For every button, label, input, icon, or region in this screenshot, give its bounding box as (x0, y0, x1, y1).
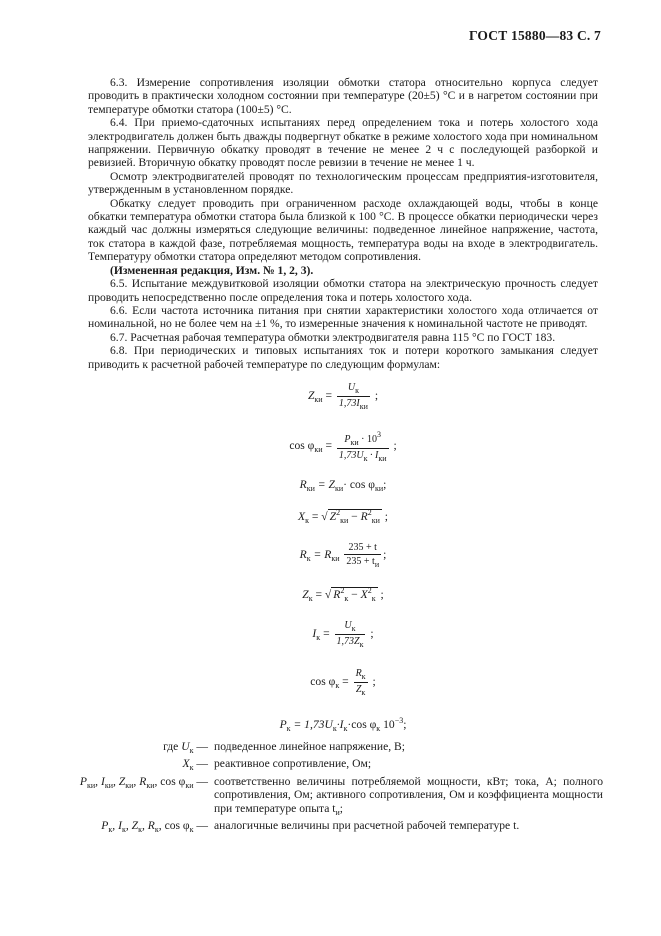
fraction: $\frac{U_к}{1,73Z_к}$ (336, 620, 364, 649)
formula-z-ki: $Z_{ки}$ = $\frac{U_к}{1,73I_{ки}}$ ; (307, 382, 379, 411)
fraction: $\frac{235 + t}{235 + t_и}$ (346, 542, 380, 569)
formula-i-k: $I_к$ = $\frac{U_к}{1,73Z_к}$ ; (312, 620, 374, 649)
formula-cos-phi-ki: $\cos \varphi_{ки}$ = $\frac{P_{ки} \cdot 10^3}{1,73U_к \cdot I_{ки}}$ ; (289, 430, 397, 463)
paragraph-6-3: 6.3. Измерение сопротивления изоляции обмотки статора относительно корпуса следует проводить в практически холодном состоянии при температуре (20±5) °С и в нагретом состоянии при температуре обмотки статора (100±5) °С. (88, 76, 598, 116)
paragraph-6-6: 6.6. Если частота источника питания при снятии характеристики холостого хода отличается от номинальной, но не более чем на ±1 %, то измеренные значения к номинальной частоте не приводят. (88, 303, 598, 331)
fraction: $\frac{P_{ки} \cdot 10^3}{1,73U_к \cdot I_{ки}}$ (338, 430, 387, 463)
fraction: $\frac{R_к}{Z_к}$ (355, 668, 366, 697)
paragraph-6-8: 6.8. При периодических и типовых испытаниях ток и потери короткого замыкания следует приводить к расчетной рабочей температуре по следующим формулам: (88, 344, 598, 371)
formula-p-k: $P_к = 1,73U_к\cdot I_к\cdot\cos$ $\varphi_к$ $10^{-3}$; (279, 716, 407, 733)
formula-x-k: $X_к$ = √ $Z^2_{ки} - R^2_{ки}$ ; (297, 508, 389, 525)
definition-k-values: $P_к$, $I_к$, $Z_к$, $R_к$, $\cos \varphi_к$ — аналогичные величины при расчетной рабочей температуре t. (101, 819, 520, 835)
formula-r-k: $R_к = R_{ки}$ $\frac{235 + t}{235 + t_и}$ ; (299, 542, 387, 569)
fraction: $\frac{U_к}{1,73I_{ки}}$ (338, 382, 368, 411)
formula-r-ki: $R_{ки} = Z_{ки}\cdot \cos \varphi_{ки}$; (299, 478, 387, 493)
paragraph-6-7: 6.7. Расчетная рабочая температура обмотки электродвигателя равна 115 °С по ГОСТ 183. (110, 330, 556, 344)
paragraph-6-4-inspection: Осмотр электродвигателей проводят по технологическим процессам предприятия-изготовителя, утвержденным в установленном порядке. (88, 169, 598, 197)
formula-cos-phi-k: $\cos \varphi_к$ = $\frac{R_к}{Z_к}$ ; (310, 668, 376, 697)
symbol-definitions (58, 740, 603, 836)
paragraph-6-4: 6.4. При приемо-сдаточных испытаниях перед определением тока и потерь холостого хода электродвигатель должен быть дважды подвергнут обкатке в режиме холостого хода при номинальном напряжении. Первичную обкатку проводят в течение не менее 2 ч с последующей разборкой и ревизией. Вторичную обкатку проводят после ревизии в течение не менее 1 ч. (88, 116, 598, 170)
body-text (88, 76, 598, 371)
amendment-note: (Измененная редакция, Изм. № 1, 2, 3). (110, 263, 314, 277)
page-header: ГОСТ 15880—83 С. 7 (468, 28, 601, 43)
paragraph-6-4-running-in: Обкатку следует проводить при ограниченном расходе охлаждающей воды, чтобы в конце обкатки температура обмотки статора была близкой к 100 °С. В процессе обкатки периодически через каждый час должны измеряться следующие величины: подведенное линейное напряжение, частота, ток статора в каждой фазе, потребляемая мощность, температура воды на входе в электродвигатель. Температуру обмотки статора определяют методом сопротивления. (88, 196, 598, 264)
definition-u-k: где $U_к$ — подведенное линейное напряжение, В; (163, 740, 405, 755)
definition-x-k: $X_к$ — реактивное сопротивление, Ом; (182, 757, 372, 773)
paragraph-6-5: 6.5. Испытание междувитковой изоляции обмотки статора на электрическую прочность следует проводить непосредственно после определения тока и потерь холостого хода. (88, 277, 598, 304)
definition-ki-values: $P_{ки}$, $I_{ки}$, $Z_{ки}$, $R_{ки}$, $\cos \varphi_{ки}$ — соответственно величины потребляемой мощности, кВт; тока, А; полного сопротивления, Ом; активного сопротивления, Ом и коэффициента мощности при температуре опыта $t_и$; (79, 774, 603, 817)
formula-z-k: $Z_к$ = √ $R^2_к - X^2_к$ ; (302, 586, 384, 603)
